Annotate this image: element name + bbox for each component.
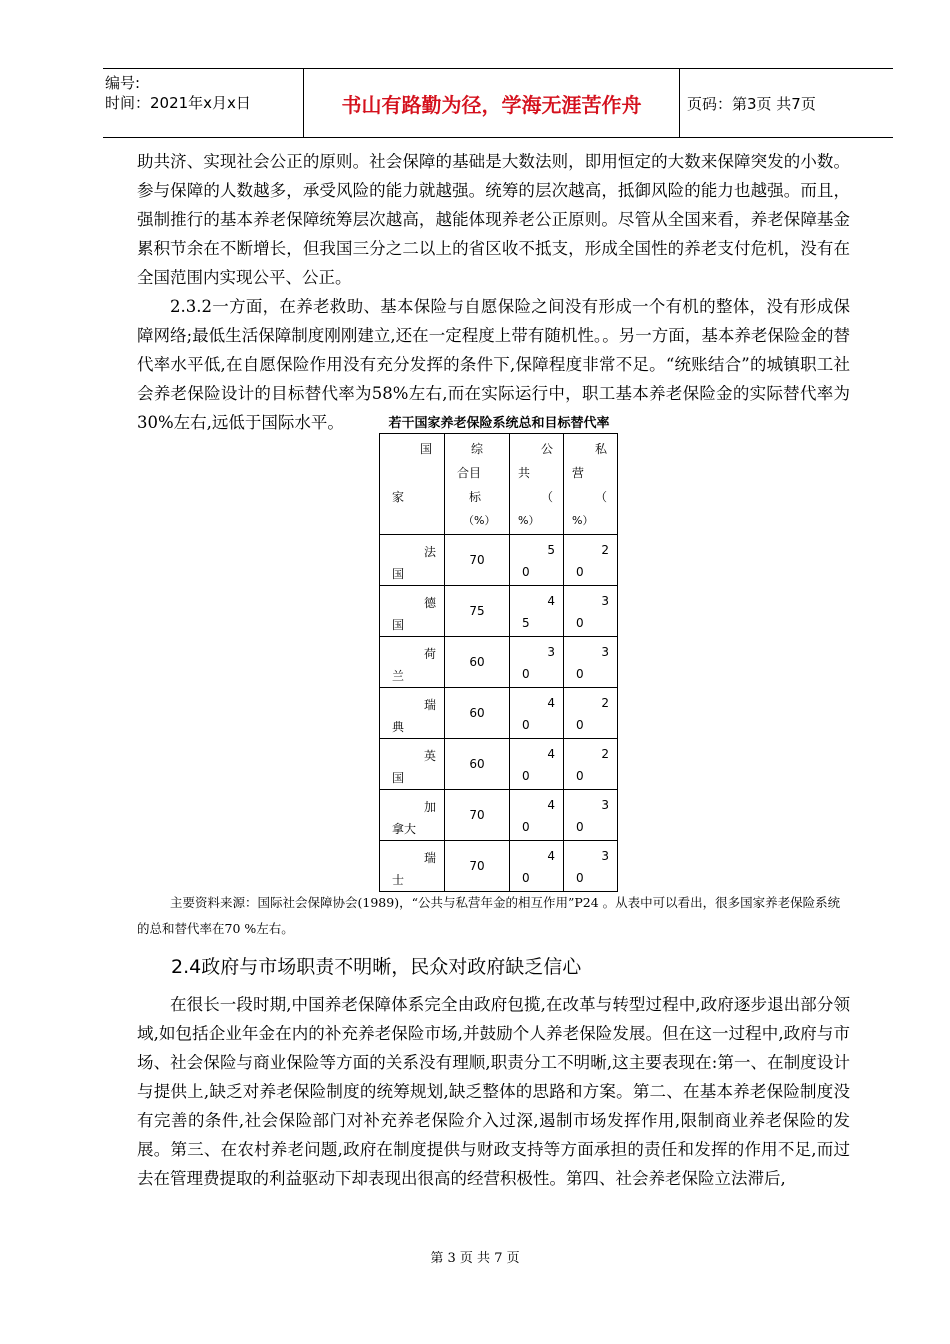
private-b: 0 xyxy=(576,871,584,885)
replacement-rate-table xyxy=(379,433,618,892)
public-a: 4 xyxy=(547,849,555,863)
private-b: 0 xyxy=(576,565,584,579)
private-cell xyxy=(564,841,618,892)
table-row xyxy=(380,637,618,688)
header-public-d: %） xyxy=(518,514,540,527)
country-a: 德 xyxy=(423,596,436,610)
public-a: 4 xyxy=(547,747,555,761)
country-cell xyxy=(380,586,445,637)
total-value: 60 xyxy=(469,706,485,720)
header-public-c: （ xyxy=(540,490,553,504)
page-header xyxy=(103,68,893,138)
table-row xyxy=(380,586,618,637)
total-cell xyxy=(445,637,510,688)
header-private-a: 私 xyxy=(594,442,607,456)
public-cell xyxy=(510,790,564,841)
public-b: 5 xyxy=(522,616,530,630)
country-b: 国 xyxy=(392,567,405,581)
table-row xyxy=(380,739,618,790)
table-header-row xyxy=(380,434,618,535)
private-cell xyxy=(564,535,618,586)
total-cell xyxy=(445,688,510,739)
total-cell xyxy=(445,739,510,790)
country-cell xyxy=(380,637,445,688)
table-row xyxy=(380,688,618,739)
header-public xyxy=(510,434,564,535)
private-cell xyxy=(564,637,618,688)
private-b: 0 xyxy=(576,667,584,681)
private-a: 3 xyxy=(601,849,609,863)
private-a: 2 xyxy=(601,543,609,557)
private-b: 0 xyxy=(576,718,584,732)
header-public-a: 公 xyxy=(540,442,553,456)
country-a: 荷 xyxy=(423,647,436,661)
country-a: 瑞 xyxy=(423,698,436,712)
public-b: 0 xyxy=(522,667,530,681)
private-b: 0 xyxy=(576,820,584,834)
private-a: 3 xyxy=(601,645,609,659)
header-total-b: 合目 xyxy=(457,466,482,480)
private-cell xyxy=(564,586,618,637)
total-value: 70 xyxy=(469,553,485,567)
table-row xyxy=(380,841,618,892)
total-cell xyxy=(445,535,510,586)
paragraph-2-3-2: 2.3.2一方面，在养老救助、基本保险与自愿保险之间没有形成一个有机的整体，没有形成保障网络;最低生活保障制度刚刚建立,还在一定程度上带有随机性。。另一方面，基本养老保险金的替代率水平低,在自愿保险作用没有充分发挥的条件下,保障程度非常不足。“统账结合”的城镇职工社会养老保险设计的目标替代率为58%左右,而在实际运行中，职工基本养老保险金的实际替代率为30%左右,远低于国际水平。 xyxy=(137,297,850,432)
date-label: 时间：2021年x月x日 xyxy=(105,94,251,112)
total-value: 75 xyxy=(469,604,485,618)
country-cell xyxy=(380,841,445,892)
header-total-d: （%） xyxy=(463,514,496,527)
country-cell xyxy=(380,535,445,586)
private-b: 0 xyxy=(576,616,584,630)
country-cell xyxy=(380,790,445,841)
header-total xyxy=(445,434,510,535)
header-country-b: 家 xyxy=(392,490,405,504)
total-value: 70 xyxy=(469,808,485,822)
private-a: 2 xyxy=(601,747,609,761)
country-b: 典 xyxy=(392,720,405,734)
public-a: 4 xyxy=(547,798,555,812)
public-b: 0 xyxy=(522,565,530,579)
private-cell xyxy=(564,739,618,790)
country-b: 士 xyxy=(392,873,405,887)
country-b: 国 xyxy=(392,618,405,632)
header-private-b: 营 xyxy=(572,466,585,480)
public-b: 0 xyxy=(522,769,530,783)
public-b: 0 xyxy=(522,820,530,834)
table-row xyxy=(380,535,618,586)
number-label: 编号: xyxy=(105,74,141,92)
total-value: 60 xyxy=(469,655,485,669)
private-a: 3 xyxy=(601,594,609,608)
table-row xyxy=(380,790,618,841)
country-cell xyxy=(380,688,445,739)
header-private-d: %） xyxy=(572,514,594,527)
total-value: 60 xyxy=(469,757,485,771)
header-private-c: （ xyxy=(594,490,607,504)
country-a: 加 xyxy=(423,800,436,814)
country-a: 瑞 xyxy=(423,851,436,865)
section-heading: 2.4政府与市场职责不明晰，民众对政府缺乏信心 xyxy=(171,956,582,978)
table-source-note: 主要资料来源：国际社会保障协会(1989)，“公共与私营年金的相互作用”P24 。从表中可以看出，很多国家养老保险系统的总和替代率在70 %左右。 xyxy=(137,895,841,936)
private-cell xyxy=(564,790,618,841)
public-cell xyxy=(510,739,564,790)
total-cell xyxy=(445,790,510,841)
total-value: 70 xyxy=(469,859,485,873)
public-cell xyxy=(510,841,564,892)
header-country xyxy=(380,434,445,535)
private-cell xyxy=(564,688,618,739)
country-b: 拿大 xyxy=(392,822,417,836)
public-b: 0 xyxy=(522,871,530,885)
public-a: 5 xyxy=(547,543,555,557)
country-a: 英 xyxy=(423,749,436,763)
public-b: 0 xyxy=(522,718,530,732)
page-footer: 第 3 页 共 7 页 xyxy=(430,1251,520,1266)
header-total-c: 标 xyxy=(469,490,482,504)
paragraph-continued: 助共济、实现社会公正的原则。社会保障的基础是大数法则，即用恒定的大数来保障突发的小数。参与保障的人数越多，承受风险的能力就越强。统筹的层次越高，抵御风险的能力也越强。而且，强制推行的基本养老保障统筹层次越高，越能体现养老公正原则。尽管从全国来看，养老保障基金累积节余在不断增长，但我国三分之二以上的省区收不抵支，形成全国性的养老支付危机，没有在全国范围内实现公平、公正。 xyxy=(137,152,850,287)
private-b: 0 xyxy=(576,769,584,783)
total-cell xyxy=(445,841,510,892)
public-cell xyxy=(510,586,564,637)
public-a: 3 xyxy=(547,645,555,659)
header-public-b: 共 xyxy=(518,466,531,480)
header-country-a: 国 xyxy=(419,442,432,456)
country-b: 兰 xyxy=(392,669,405,683)
public-cell xyxy=(510,637,564,688)
public-a: 4 xyxy=(547,696,555,710)
total-cell xyxy=(445,586,510,637)
public-a: 4 xyxy=(547,594,555,608)
country-cell xyxy=(380,739,445,790)
header-left xyxy=(103,69,305,141)
country-a: 法 xyxy=(423,545,436,559)
paragraph-block-2 xyxy=(137,990,850,1193)
public-cell xyxy=(510,688,564,739)
private-a: 3 xyxy=(601,798,609,812)
country-b: 国 xyxy=(392,771,405,785)
header-total-a: 综 xyxy=(471,442,484,456)
paragraph-block-1 xyxy=(137,147,850,437)
public-cell xyxy=(510,535,564,586)
table-title: 若干国家养老保险系统总和目标替代率 xyxy=(388,416,610,431)
header-private xyxy=(564,434,618,535)
header-motto: 书山有路勤为径，学海无涯苦作舟 xyxy=(303,69,680,137)
private-a: 2 xyxy=(601,696,609,710)
header-page-label: 页码：第3页 共7页 xyxy=(687,94,816,113)
section-paragraph: 在很长一段时期,中国养老保障体系完全由政府包揽,在改革与转型过程中,政府逐步退出部分领域,如包括企业年金在内的补充养老保险市场,并鼓励个人养老保险发展。但在这一过程中,政府与市场、社会保险与商业保险等方面的关系没有理顺,职责分工不明晰,这主要表现在:第一、在制度设计与提供上,缺乏对养老保险制度的统筹规划,缺乏整体的思路和方案。第二、在基本养老保险制度没有完善的条件,社会保险部门对补充养老保险介入过深,遏制市场发挥作用,限制商业养老保险的发展。第三、在农村养老问题,政府在制度提供与财政支持等方面承担的责任和发挥的作用不足,而过去在管理费提取的利益驱动下却表现出很高的经营积极性。第四、社会养老保险立法滞后, xyxy=(137,995,850,1188)
